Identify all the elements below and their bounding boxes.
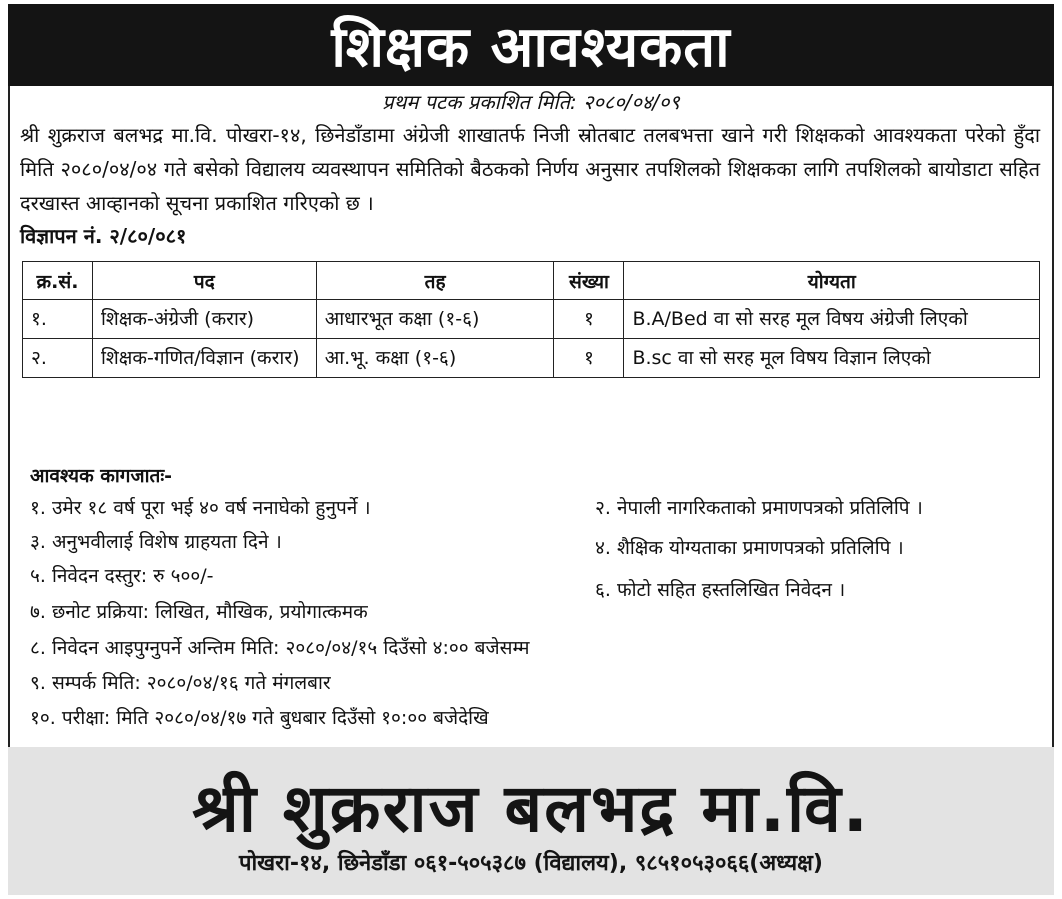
document-item: ७. छनोट प्रक्रिया: लिखित, मौखिक, प्रयोगात्कमक xyxy=(30,601,368,623)
ad-number: विज्ञापन नं. २/८०/०८१ xyxy=(20,224,187,248)
header-sn: क्र.सं. xyxy=(23,262,93,300)
header-count: संख्या xyxy=(554,262,624,300)
header-level: तह xyxy=(316,262,554,300)
cell-count: १ xyxy=(554,339,624,378)
table-header-row xyxy=(23,262,1040,300)
footer-band xyxy=(8,747,1054,895)
cell-sn: १. xyxy=(23,300,93,339)
published-date: प्रथम पटक प्रकाशित मिति: २०८०/०४/०९ xyxy=(382,90,680,114)
table-row xyxy=(23,339,1040,378)
school-name: श्री शुक्रराज बलभद्र मा.वि. xyxy=(192,770,870,847)
cell-qualification: B.sc वा सो सरह मूल विषय विज्ञान लिएको xyxy=(624,339,1040,378)
document-item: ३. अनुभवीलाई विशेष ग्राहयता दिने । xyxy=(30,531,282,553)
cell-count: १ xyxy=(554,300,624,339)
notice-title: शिक्षक आवश्यकता xyxy=(331,15,731,80)
cell-sn: २. xyxy=(23,339,93,378)
title-banner xyxy=(8,4,1054,86)
document-item: ९. सम्पर्क मिति: २०८०/०४/१६ गते मंगलबार xyxy=(30,672,331,694)
intro-paragraph: श्री शुक्रराज बलभद्र मा.वि. पोखरा-१४, छिनेडाँडामा अंग्रेजी शाखातर्फ निजी स्रोतबाट तलबभत्ता खाने गरी शिक्षकको आवश्यकता परेको हुँदा मिति २०८०/०४/०४ गते बसेको विद्यालय व्यवस्थापन समितिको बैठकको निर्णय अनुसार तपशिलको शिक्षकका लागि तपशिलको बायोडाटा सहित दरखास्त आव्हानको सूचना प्रकाशित गरिएको छ । xyxy=(20,123,1040,215)
cell-qualification: B.A/Bed वा सो सरह मूल विषय अंग्रेजी लिएको xyxy=(624,300,1040,339)
cell-post: शिक्षक-गणित/विज्ञान (करार) xyxy=(92,339,316,378)
vacancy-table xyxy=(22,261,1040,378)
document-item: ६. फोटो सहित हस्तलिखित निवेदन । xyxy=(595,579,846,601)
document-item: ४. शैक्षिक योग्यताका प्रमाणपत्रको प्रतिलिपि । xyxy=(595,537,904,559)
document-item: १०. परीक्षा: मिति २०८०/०४/१७ गते बुधबार दिउँसो १०:०० बजेदेखि xyxy=(30,707,489,729)
document-item: २. नेपाली नागरिकताको प्रमाणपत्रको प्रतिलिपि । xyxy=(595,497,923,519)
document-item: १. उमेर १८ वर्ष पूरा भई ४० वर्ष ननाघेको हुनुपर्ने । xyxy=(30,497,371,519)
document-item: ५. निवेदन दस्तुर: रु ५००/- xyxy=(30,565,214,587)
cell-level: आ.भू. कक्षा (१-६) xyxy=(316,339,554,378)
school-address: पोखरा-१४, छिनेडाँडा ०६१-५०५३८७ (विद्यालय), ९८५१०५३०६६(अध्यक्ष) xyxy=(238,851,823,876)
header-post: पद xyxy=(92,262,316,300)
table-row xyxy=(23,300,1040,339)
cell-level: आधारभूत कक्षा (१-६) xyxy=(316,300,554,339)
required-documents-heading: आवश्यक कागजातः- xyxy=(30,465,173,487)
document-item: ८. निवेदन आइपुग्नुपर्ने अन्तिम मिति: २०८०/०४/१५ दिउँसो ४:०० बजेसम्म xyxy=(30,637,530,659)
cell-post: शिक्षक-अंग्रेजी (करार) xyxy=(92,300,316,339)
header-qualification: योग्यता xyxy=(624,262,1040,300)
